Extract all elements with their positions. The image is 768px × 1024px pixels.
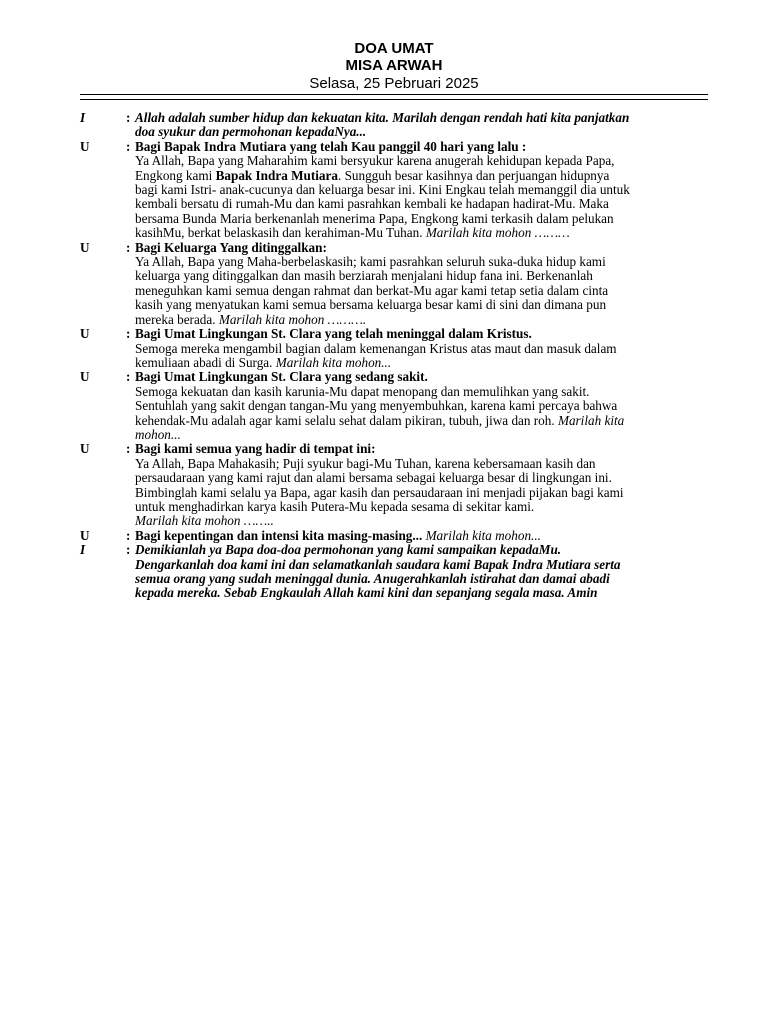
prayer-text: . Sungguh besar kasihnya dan perjuangan hidupnya bbox=[337, 167, 610, 183]
opening-text-line: Allah adalah sumber hidup dan kekuatan kita. Marilah dengan rendah hati kita panjatkan bbox=[135, 110, 630, 125]
prayer-text-line bbox=[126, 313, 710, 327]
colon-separator: : bbox=[126, 369, 131, 385]
speaker-label: U bbox=[80, 527, 90, 543]
intention-heading: Bagi Umat Lingkungan St. Clara yang telah meninggal dalam Kristus. bbox=[135, 326, 532, 342]
prayer-text-line: kasih yang menyatukan kami semua bersama keluarga besar kami di sini dan dimana pun bbox=[135, 297, 607, 313]
prayer-entry-deceased bbox=[80, 140, 710, 241]
speaker-label: U bbox=[80, 441, 90, 457]
prayer-entry-family bbox=[80, 241, 710, 327]
prayer-entry-departed-parish bbox=[80, 327, 710, 370]
intention-heading: Bagi kami semua yang hadir di tempat ini: bbox=[135, 441, 376, 457]
colon-separator: : bbox=[126, 239, 131, 255]
speaker-label: U bbox=[80, 239, 90, 255]
document-header bbox=[80, 40, 708, 93]
response-cue: Marilah kita mohon ……… bbox=[425, 225, 570, 241]
intention-heading: Bagi kepentingan dan intensi kita masing-masing... bbox=[135, 527, 423, 543]
speaker-label: U bbox=[80, 326, 90, 342]
prayer-text-line bbox=[126, 356, 710, 370]
colon-separator: : bbox=[126, 138, 131, 154]
prayer-text: Engkong kami bbox=[135, 167, 216, 183]
intention-heading: Bagi Bapak Indra Mutiara yang telah Kau panggil 40 hari yang lalu : bbox=[135, 138, 527, 154]
closing-text-line: semua orang yang sudah meninggal dunia. Anugerahkanlah istirahat dan damai abadi bbox=[135, 571, 610, 586]
prayer-text-line: untuk menghadirkan karya kasih Putera-Mu kepada sesama di sekitar kami. bbox=[135, 498, 535, 514]
prayer-text-line: Semoga mereka mengambil bagian dalam kemenangan Kristus atas maut dan masuk dalam bbox=[135, 340, 617, 356]
colon-separator: : bbox=[126, 110, 131, 125]
prayer-text-line bbox=[126, 226, 710, 240]
prayer-text-line: kembali bersatu di rumah-Mu dan kami pasrahkan kembali ke hadapan hadirat-Mu. Maka bbox=[135, 196, 609, 212]
prayer-entry-opening bbox=[80, 111, 710, 140]
prayer-text: kemuliaan abadi di Surga. bbox=[135, 354, 276, 370]
document-subtitle: MISA ARWAH bbox=[345, 57, 443, 74]
prayer-text-line: Ya Allah, Bapa Mahakasih; Puji syukur bagi-Mu Tuhan, karena kebersamaan kasih dan bbox=[135, 455, 596, 471]
opening-text-line: doa syukur dan permohonan kepadaNya... bbox=[135, 124, 367, 140]
prayer-body bbox=[80, 111, 710, 601]
colon-separator: : bbox=[126, 542, 131, 558]
speaker-label: U bbox=[80, 369, 90, 385]
response-cue: Marilah kita mohon …….. bbox=[135, 513, 274, 529]
response-cue: Marilah kita bbox=[557, 412, 625, 428]
response-cue: Marilah kita mohon... bbox=[275, 354, 392, 370]
response-cue: mohon... bbox=[135, 426, 181, 442]
prayer-text-line: Sentuhlah yang sakit dengan tangan-Mu yang menyembuhkan, karena kami percaya bahwa bbox=[135, 398, 618, 414]
prayer-text-line: Ya Allah, Bapa yang Maha-berbelaskasih; kami pasrahkan seluruh suka-duka hidup kami bbox=[135, 254, 606, 270]
prayer-text-line: bagi kami Istri- anak-cucunya dan keluarga besar ini. Kini Engkau telah memanggil dia untuk bbox=[135, 182, 630, 198]
prayer-text-line: persaudaraan yang kami rajut dan alami bersama sebagai keluarga besar di lingkungan ini. bbox=[135, 470, 612, 486]
header-double-rule bbox=[80, 94, 708, 100]
deceased-name: Bapak Indra Mutiara bbox=[215, 167, 338, 183]
document-date: Selasa, 25 Pebruari 2025 bbox=[309, 75, 479, 92]
speaker-label: U bbox=[80, 138, 90, 154]
prayer-entry-present bbox=[80, 442, 710, 528]
closing-text-line: Dengarkanlah doa kami ini dan selamatkanlah saudara kami Bapak Indra Mutiara serta bbox=[135, 556, 621, 572]
colon-separator: : bbox=[126, 527, 131, 543]
prayer-entry-intentions bbox=[80, 529, 710, 543]
prayer-entry-closing bbox=[80, 543, 710, 601]
closing-text-line: Demikianlah ya Bapa doa-doa permohonan yang kami sampaikan kepadaMu. bbox=[135, 542, 562, 558]
colon-separator: : bbox=[126, 441, 131, 457]
prayer-text-line: Semoga kekuatan dan kasih karunia-Mu dapat menopang dan memulihkan yang sakit. bbox=[135, 383, 590, 399]
speaker-label: I bbox=[80, 542, 86, 558]
colon-separator: : bbox=[126, 326, 131, 342]
prayer-text-line: bersama Bunda Maria berkenanlah menerima Papa, Engkong kami terkasih dalam pelukan bbox=[135, 210, 614, 226]
closing-text-line: kepada mereka. Sebab Engkaulah Allah kami kini dan sepanjang segala masa. Amin bbox=[135, 585, 598, 601]
prayer-text: mereka berada. bbox=[135, 311, 219, 327]
intention-heading: Bagi Umat Lingkungan St. Clara yang sedang sakit. bbox=[135, 369, 428, 385]
prayer-text: kehendak-Mu adalah agar kami selalu sehat dalam pikiran, tubuh, jiwa dan roh. bbox=[135, 412, 558, 428]
response-cue: Marilah kita mohon ………. bbox=[218, 311, 367, 327]
prayer-entry-sick bbox=[80, 370, 710, 442]
prayer-text-line: Bimbinglah kami selalu ya Bapa, agar kasih dan persaudaraan ini menjadi pijakan bagi kami bbox=[135, 484, 624, 500]
document-title: DOA UMAT bbox=[354, 40, 434, 57]
prayer-text-line bbox=[126, 414, 710, 428]
prayer-text-line bbox=[126, 169, 710, 183]
prayer-text-line: keluarga yang ditinggalkan dan masih berziarah menjalani hidup fana ini. Berkenanlah bbox=[135, 268, 593, 284]
prayer-text-line: meneguhkan kami semua dengan rahmat dan berkat-Mu agar kami tetap setia dalam cinta bbox=[135, 282, 609, 298]
intention-line bbox=[135, 529, 710, 543]
intention-heading: Bagi Keluarga Yang ditinggalkan: bbox=[135, 239, 327, 255]
speaker-label: I bbox=[80, 110, 86, 125]
response-cue: Marilah kita mohon... bbox=[422, 527, 541, 543]
prayer-text: kasihMu, berkat belaskasih dan kerahiman-Mu Tuhan. bbox=[135, 225, 426, 241]
prayer-text-line: Ya Allah, Bapa yang Maharahim kami bersyukur karena anugerah kehidupan kepada Papa, bbox=[135, 153, 615, 169]
